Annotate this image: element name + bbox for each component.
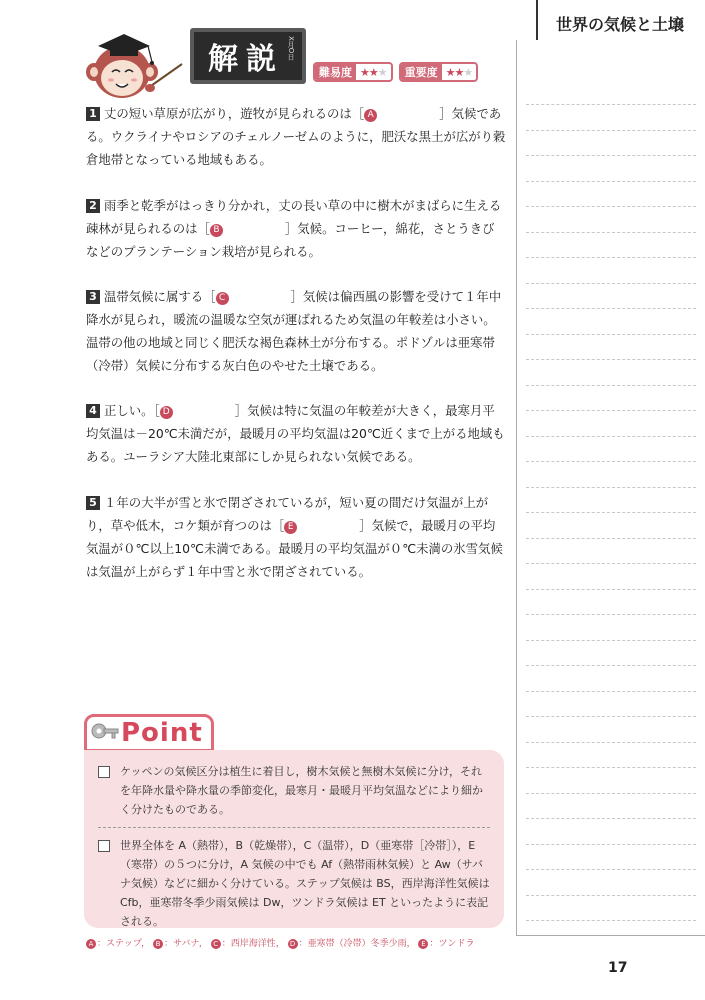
answer-text: ：亜寒帯（冷帯）冬季少雨， [298,939,416,949]
point-entry [98,762,490,819]
note-line [526,334,696,335]
point-entry [98,836,490,931]
difficulty-label: 難易度 [315,64,356,80]
note-line [526,359,696,360]
item-text-rest: 偏西風の影響を受けて１年中降水が見られ，暖流の温暖な空気が運ばれるため気温の年較差は小さい。温帯の他の地域と同じく肥沃な褐色森林土が分布する。ポドゾルは亜寒帯（冷帯）気候に分布する灰白色のやせた土壌である。 [86,289,502,373]
note-line [526,589,696,590]
answer-key [86,936,475,949]
answer-letter-icon: A [86,939,96,949]
item-text-before: 温帯気候に属する［ [104,289,216,304]
note-line [526,461,696,462]
note-line [526,130,696,131]
checkbox[interactable] [98,840,110,852]
point-entry-text: 世界全体を A（熱帯），B（乾燥帯），C（温帯），D（亜寒帯［冷帯］），E（寒帯）の５つに分け，A 気候の中でも Af（熱帯雨林気候）と Aw（サバナ気候）などに細かく分けている。ステップ気候は BS，西岸海洋性気候は Cfb，亜寒帯冬季少雨気候は Dw，ツンドラ気候は ET といったように表記される。 [120,839,490,928]
note-line [526,614,696,615]
point-title: Point [121,718,203,748]
note-line [526,691,696,692]
importance-label: 重要度 [401,64,442,80]
item-text-after: ］気候は [234,403,285,418]
note-line [526,181,696,182]
item-text-after: ］気候で， [359,518,421,533]
section-title-rule [536,0,538,40]
importance-rating [399,62,479,82]
item-text-after: ］気候 [439,106,477,121]
section-title: 世界の気候と土壌 [555,14,684,34]
note-line [526,818,696,819]
item-text-after: ］気候。 [284,221,335,236]
note-line [526,538,696,539]
explanation-item-3 [86,285,506,377]
note-line [526,563,696,564]
item-number: 1 [86,107,100,121]
difficulty-rating [313,62,393,82]
note-line [526,283,696,284]
blank-letter-icon: C [216,292,229,305]
item-text-rest: コーヒー，綿花，さとうきびなどのプランテーション栽培が見られる。 [86,221,495,259]
answer-letter-icon: B [153,939,163,949]
blank-letter-icon: B [210,224,223,237]
item-number: 5 [86,496,100,510]
explanation-item-2 [86,194,506,263]
answer-text: ：西岸海洋性， [221,939,285,949]
explanation-item-1 [86,102,506,171]
item-text-before: 正しい。［ [104,403,160,418]
difficulty-stars-on: ★★ [360,65,378,79]
note-line [526,155,696,156]
board-title: 解説 [208,42,284,77]
blank-letter-icon: D [160,406,173,419]
point-header [84,714,214,752]
note-line [526,665,696,666]
note-line [526,410,696,411]
explanation-item-4 [86,399,506,468]
note-line [526,869,696,870]
note-line [526,257,696,258]
board-date: X月O日 [287,36,295,61]
blank-letter-icon: E [284,521,297,534]
answer-letter-icon: E [418,939,428,949]
note-line [526,742,696,743]
point-box [84,750,504,928]
importance-stars-on: ★★ [445,65,464,79]
note-line [526,844,696,845]
answer-letter-icon: C [211,939,221,949]
note-line [526,920,696,921]
item-text-rest: である。ウクライナやロシアのチェルノーゼムのように，肥沃な黒土が広がり穀倉地帯となっている地域もある。 [86,106,506,167]
answer-text: ：ツンドラ [429,939,475,949]
note-line [526,716,696,717]
answer-text: ：サバナ， [163,939,208,949]
note-line [526,232,696,233]
key-icon [89,717,121,749]
item-text-before: 雨季と乾季がはっきり分かれ，丈の長い草の中に樹木がまばらに生える疎林が見られるのは［ [86,198,502,236]
note-line [526,308,696,309]
item-text-after: ］気候は [290,289,341,304]
answer-text: ：ステップ， [97,939,151,949]
difficulty-stars-icon [356,66,391,79]
item-number: 3 [86,290,100,304]
note-line [526,640,696,641]
notes-divider [516,40,517,935]
notes-bottom-rule [516,935,705,936]
note-line [526,487,696,488]
point-divider [98,827,490,828]
page-number: 17 [608,960,628,976]
checkbox[interactable] [98,766,110,778]
note-line [526,793,696,794]
item-text-rest: 特に気温の年較差が大きく，最寒月平均気温は－20℃未満だが，最暖月の平均気温は20℃近くまで上がる地域もある。ユーラシア大陸北東部にしか見られない気候である。 [86,403,505,464]
item-text-before: １年の大半が雪と氷で閉ざされているが，短い夏の間だけ気温が上がり，草や低木，コケ類が育つのは［ [86,495,489,533]
difficulty-stars-off: ★ [377,65,387,79]
note-line [526,767,696,768]
blank-letter-icon: A [364,109,377,122]
note-line [526,104,696,105]
note-line [526,206,696,207]
kaisetsu-blackboard [190,28,306,84]
note-line [526,895,696,896]
note-line [526,512,696,513]
item-number: 4 [86,404,100,418]
item-text-rest: 最暖月の平均気温が０℃以上10℃未満である。最暖月の平均気温が０℃未満の氷雪気候は気温が上がらず１年中雪と氷で閉ざされている。 [86,518,503,579]
item-text-before: 丈の短い草原が広がり，遊牧が見られるのは［ [104,106,365,121]
note-line [526,385,696,386]
importance-stars-icon [442,66,477,79]
point-entry-text: ケッペンの気候区分は植生に着目し，樹木気候と無樹木気候に分け，それを年降水量や降水量の季節変化，最寒月・最暖月平均気温などにより細かく分けたものである。 [120,765,483,816]
monkey-teacher-mascot-icon [78,24,188,104]
item-number: 2 [86,199,100,213]
explanation-item-5 [86,491,506,583]
importance-stars-off: ★ [463,65,473,79]
note-line [526,436,696,437]
rating-bar [313,62,484,82]
answer-letter-icon: D [288,939,298,949]
